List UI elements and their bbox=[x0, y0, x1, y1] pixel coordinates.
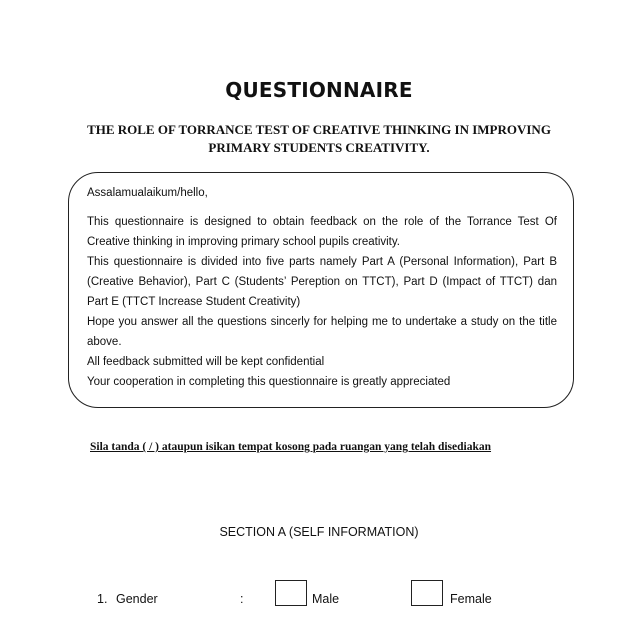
intro-paragraph: This questionnaire is divided into five parts namely Part A (Personal Information), Part B (Creative Behavior), Part C (Students’ Pereption on TTCT), Part D (Impact of TTCT) dan Part E (TTCT Increase Student Creativity) bbox=[87, 256, 557, 308]
intro-paragraph: This questionnaire is designed to obtain feedback on the role of the Torrance Test Of Creative thinking in improving primary school pupils creativity. bbox=[87, 216, 557, 248]
intro-greeting: Assalamualaikum/hello, bbox=[87, 187, 208, 199]
gender-female-checkbox[interactable] bbox=[411, 580, 443, 606]
gender-female-label: Female bbox=[450, 592, 492, 606]
gender-male-label: Male bbox=[312, 592, 340, 606]
document-subtitle: THE ROLE OF TORRANCE TEST OF CREATIVE THINKING IN IMPROVING PRIMARY STUDENTS CREATIVITY. bbox=[87, 122, 551, 155]
intro-text bbox=[87, 183, 557, 392]
question-label-gender: Gender bbox=[116, 592, 158, 606]
intro-paragraph: Hope you answer all the questions sincerly for helping me to undertake a study on the title above. bbox=[87, 316, 557, 348]
gender-male-checkbox[interactable] bbox=[275, 580, 307, 606]
section-a-heading: SECTION A (SELF INFORMATION) bbox=[219, 525, 419, 539]
question-separator: : bbox=[240, 592, 244, 606]
question-number: 1. bbox=[97, 592, 108, 606]
intro-paragraph: All feedback submitted will be kept confidential bbox=[87, 356, 325, 368]
document-title: QUESTIONNAIRE bbox=[225, 78, 413, 102]
intro-paragraph: Your cooperation in completing this questionnaire is greatly appreciated bbox=[87, 376, 451, 388]
instruction-text: Sila tanda ( / ) ataupun isikan tempat kosong pada ruangan yang telah disediakan bbox=[90, 441, 492, 453]
